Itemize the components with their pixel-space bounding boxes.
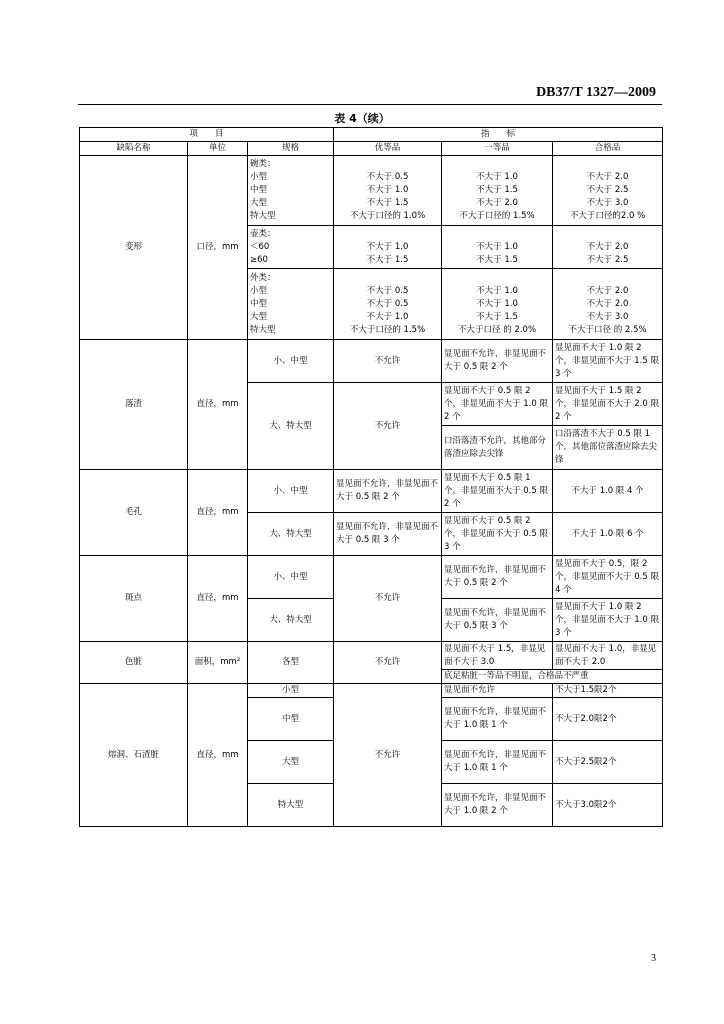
defect-name: 毛孔 [80, 470, 188, 556]
value-cell: 不大于 1.0 不大于 1.0 不大于 1.5 不大于口径 的 2.0% [442, 269, 553, 340]
value-cell: 显见面不大于 0.5 限 2 个，非显见面不大于 1.0 限 2 个 [442, 383, 553, 426]
defect-name: 落渣 [80, 340, 188, 470]
value-cell: 显见面不大于 1.0 限 2 个，非显见面不大于 1.5 限3 个 [553, 340, 663, 383]
header-rule [78, 104, 662, 105]
value-cell: 不允许 [334, 556, 442, 642]
value-cell: 不大于 1.0 不大于 1.5 不大于 2.0 不大于口径的 1.5% [442, 156, 553, 226]
value-cell: 显见面不大于 0.5，限 2 个，非显见面不大于 0.5 限 4 个 [553, 556, 663, 599]
value-cell: 口沿落渣不允许，其他部分落渣应除去尖锋 [442, 426, 553, 470]
value-cell: 不大于 1.0 限 6 个 [553, 513, 663, 556]
value-cell: 不大于 1.0 限 4 个 [553, 470, 663, 513]
value-cell: 显见面不大于 1.0 限 2 个，非显见面不大于 1.0 限 3 个 [553, 599, 663, 642]
spec-cell: 小、中型 [248, 556, 334, 599]
value-cell: 不大于 1.0 不大于 1.5 [334, 226, 442, 269]
value-cell: 显见面不大于 1.5，非显见面不大于 3.0 [442, 642, 553, 670]
defect-unit: 直径，mm [188, 470, 248, 556]
value-cell: 显见面不大于 0.5 限 2 个，非显见面不大于 0.5 限 3 个 [442, 513, 553, 556]
value-cell: 不大于 2.0 不大于 2.5 [553, 226, 663, 269]
value-cell: 不大于 0.5 不大于 0.5 不大于 1.0 不大于口径的 1.5% [334, 269, 442, 340]
table-title: 表 4（续） [334, 112, 390, 125]
spec-cell: 外类： 小型 中型 大型 特大型 [248, 269, 334, 340]
col-qualified: 合格品 [553, 142, 663, 156]
defect-table [79, 127, 663, 827]
value-cell: 显见面不允许，非显见面不大于 1.0 限 2 个 [442, 784, 553, 827]
page-number: 3 [651, 953, 656, 964]
value-cell: 显见面不大于 0.5 限 1 个，非显见面不大于 0.5 限 2 个 [442, 470, 553, 513]
value-cell: 显见面不允许，非显见面不大于 1.0 限 1 个 [442, 741, 553, 784]
value-cell: 不大于 1.0 不大于 1.5 [442, 226, 553, 269]
value-cell: 口沿落渣不大于 0.5 限 1 个，其他部位落渣应除去尖锋 [553, 426, 663, 470]
value-cell: 不大于3.0限2个 [553, 784, 663, 827]
spec-cell: 特大型 [248, 784, 334, 827]
col-first: 一等品 [442, 142, 553, 156]
defect-name: 熔洞、石渣脏 [80, 684, 188, 827]
value-cell: 不允许 [334, 340, 442, 383]
header-item: 项 目 [80, 128, 334, 142]
value-cell: 不大于1.5限2个 [553, 684, 663, 698]
standard-number: DB37/T 1327—2009 [536, 85, 656, 100]
value-cell: 显见面不允许，非显见面不大于 0.5 限 3 个 [442, 599, 553, 642]
col-unit: 单位 [188, 142, 248, 156]
spec-cell: 大、特大型 [248, 383, 334, 470]
spec-cell: 各型 [248, 642, 334, 684]
spec-cell: 中型 [248, 698, 334, 741]
spec-cell: 小、中型 [248, 470, 334, 513]
spec-cell: 壶类： ＜60 ≥60 [248, 226, 334, 269]
spec-cell: 大、特大型 [248, 599, 334, 642]
value-cell: 显见面不允许，非显见面不大于 0.5 限 2 个 [334, 470, 442, 513]
spec-cell: 大型 [248, 741, 334, 784]
value-cell: 显见面不大于 1.0，非显见面不大于 2.0 [553, 642, 663, 670]
spec-cell: 大、特大型 [248, 513, 334, 556]
value-cell: 显见面不允许，非显见面不大于 1.0 限 1 个 [442, 698, 553, 741]
header-index: 指 标 [334, 128, 663, 142]
spec-cell: 小、中型 [248, 340, 334, 383]
value-cell: 不大于 2.0 不大于 2.5 不大于 3.0 不大于口径的2.0 % [553, 156, 663, 226]
value-cell: 显见面不允许，非显见面不大于 0.5 限 2 个 [442, 340, 553, 383]
value-cell: 显见面不允许 [442, 684, 553, 698]
value-cell: 不大于 2.0 不大于 2.0 不大于 3.0 不大于口径 的 2.5% [553, 269, 663, 340]
value-cell: 不允许 [334, 684, 442, 827]
value-cell: 不允许 [334, 383, 442, 470]
col-spec: 规格 [248, 142, 334, 156]
value-cell: 显见面不允许，非显见面不大于 0.5 限 2 个 [442, 556, 553, 599]
defect-unit: 面积，mm² [188, 642, 248, 684]
defect-unit: 直径，mm [188, 340, 248, 470]
value-cell: 显见面不允许，非显见面不大于 0.5 限 3 个 [334, 513, 442, 556]
col-excellent: 优等品 [334, 142, 442, 156]
defect-unit: 口径，mm [188, 156, 248, 340]
defect-name: 变形 [80, 156, 188, 340]
value-cell: 不大于 0.5 不大于 1.0 不大于 1.5 不大于口径的 1.0% [334, 156, 442, 226]
defect-name: 色脏 [80, 642, 188, 684]
note-cell: 底足粘脏一等品不明显，合格品不严重 [442, 670, 663, 684]
value-cell: 不大于2.0限2个 [553, 698, 663, 741]
col-defect: 缺陷名称 [80, 142, 188, 156]
defect-name: 斑点 [80, 556, 188, 642]
value-cell: 不大于2.5限2个 [553, 741, 663, 784]
defect-unit: 直径，mm [188, 684, 248, 827]
spec-cell: 碗类： 小型 中型 大型 特大型 [248, 156, 334, 226]
spec-cell: 小型 [248, 684, 334, 698]
value-cell: 不允许 [334, 642, 442, 684]
value-cell: 显见面不大于 1.5 限 2 个，非显见面不大于 2.0 限 2 个 [553, 383, 663, 426]
defect-unit: 直径，mm [188, 556, 248, 642]
